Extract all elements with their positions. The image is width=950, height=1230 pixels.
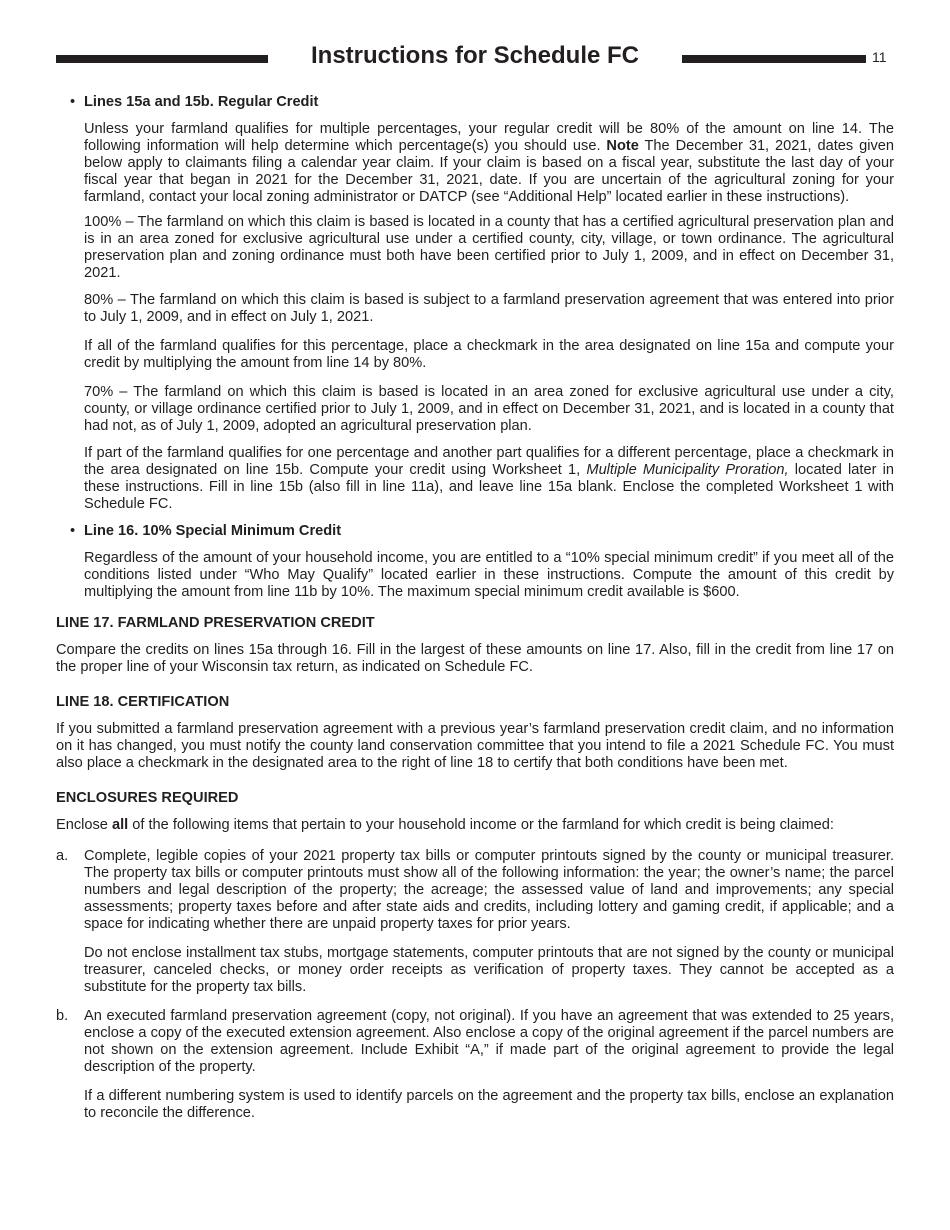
line-16-heading-text: Line 16. 10% Special Minimum Credit: [84, 523, 342, 539]
enclosure-item-text: An executed farmland preservation agreement (copy, not original). If you have an agreement that was extended to 25 years, enclose a copy of the executed extension agreement. Also enclose a copy of the original agreement if the parcel numbers are not shown on the extension agreement. Include Exhibit “A,” if made part of the original agreement to provide the legal description of the property.: [84, 1008, 894, 1075]
line-15-intro-start: Unless your farmland qualifies for multiple percentages, your regular credit will be 80% of the amount on line 14. The following information will help determine which percentage(s) you should use.: [84, 121, 894, 154]
line-15-intro-paragraph: [56, 121, 894, 206]
enclosures-intro: [56, 817, 894, 834]
multiple-percent-end: located later in these instructions. Fill in line 15b (also fill in line 11a), and leave line 15a blank. Enclose the completed Worksheet 1 with Schedule FC.: [84, 462, 894, 512]
enclosures-intro-emphasis: all: [111, 817, 129, 833]
enclosure-item-followup: If a different numbering system is used to identify parcels on the agreement and the property tax bills, enclose an explanation to reconcile the difference.: [84, 1088, 894, 1121]
line-17-paragraph: Compare the credits on lines 15a through 16. Fill in the largest of these amounts on line 17. Also, fill in the credit from line 17 on the proper line of your Wisconsin tax return, as indicated on Schedule FC.: [56, 642, 894, 675]
line-18-heading: LINE 18. CERTIFICATION: [56, 694, 230, 710]
enclosure-item-followup: Do not enclose installment tax stubs, mortgage statements, computer printouts that are not signed by the county or municipal treasurer, canceled checks, or money order receipts as verification of property taxes. They cannot be accepted as a substitute for the property tax bills.: [84, 945, 894, 995]
enclosures-intro-start: Enclose: [56, 817, 112, 833]
list-letter: b.: [56, 1008, 69, 1024]
page-number: 11: [872, 49, 887, 65]
page-header: [0, 0, 950, 80]
line-15-intro-end: The December 31, 2021, dates given below apply to claimants filing a calendar year claim. If your claim is based on a fiscal year, substitute the last day of your fiscal year that began in 2021 for the December 31, 2021, date. If you are uncertain of the agricultural zoning for your farmland, contact your local zoning administrator or DATCP (see “Additional Help” located earlier in these instructions).: [84, 138, 894, 205]
multiple-percent-paragraph: [56, 445, 894, 513]
percent-70-paragraph: 70% – The farmland on which this claim is based is located in an area zoned for exclusive agricultural use under a city, county, or village ordinance certified prior to July 1, 2009, and in effect on December 31, 2021, and is located in a county that had not, as of July 1, 2009, adopted an agricultural preservation plan.: [84, 384, 894, 434]
line-16-heading: [56, 523, 894, 540]
document-body: [56, 94, 894, 1122]
line-16-paragraph: Regardless of the amount of your household income, you are entitled to a “10% special minimum credit” if you meet all of the conditions listed under “Who May Qualify” located earlier in these instructions. Compute the amount of this credit by multiplying the amount from line 11b by 10%. The maximum special minimum credit available is $600.: [84, 550, 894, 600]
header-rule-right: [682, 55, 866, 63]
note-label: Note: [606, 138, 639, 154]
bullet-icon: •: [70, 523, 76, 539]
percent-80-paragraph: 80% – The farmland on which this claim is based is subject to a farmland preservation agreement that was entered into prior to July 1, 2009, and in effect on July 1, 2021.: [84, 292, 894, 325]
multiple-percent-start: If part of the farmland qualifies for one percentage and another part qualifies for a different percentage, place a checkmark in the area designated on line 15b. Compute your credit using Worksheet 1,: [84, 445, 894, 478]
header-rule-left: [56, 55, 268, 63]
list-letter: a.: [56, 848, 69, 864]
line-15-heading: [56, 94, 894, 111]
line-15-heading-text: Lines 15a and 15b. Regular Credit: [84, 94, 319, 110]
page-title: Instructions for Schedule FC: [310, 42, 640, 69]
percent-100-paragraph: 100% – The farmland on which this claim is based is located in a county that has a certified agricultural preservation plan and is in an area zoned for exclusive agricultural use under a certified county, city, village, or town ordinance. The agricultural preservation plan and zoning ordinance must both have been certified prior to July 1, 2009, and in effect on December 31, 2021.: [84, 214, 894, 281]
enclosure-item-text: Complete, legible copies of your 2021 property tax bills or computer printouts signed by the county or municipal treasurer. The property tax bills or computer printouts must show all of the following information: the year; the owner’s name; the parcel numbers and legal description of the property; the acreage; the assessed value of land and improvements; any special assessments; property taxes before and after state aids and credits, including lottery and gaming credit, if applicable; and a space for indicating whether there are unpaid property taxes for prior years.: [84, 848, 894, 932]
enclosures-heading: ENCLOSURES REQUIRED: [56, 790, 239, 806]
percent-80-instructions: If all of the farmland qualifies for this percentage, place a checkmark in the area designated on line 15a and compute your credit by multiplying the amount from line 14 by 80%.: [84, 338, 894, 371]
worksheet-title: Multiple Municipality Proration,: [586, 462, 789, 478]
enclosure-item-a: [56, 848, 894, 996]
enclosure-item-b: [56, 1008, 894, 1122]
enclosures-intro-end: of the following items that pertain to your household income or the farmland for which credit is being claimed:: [128, 817, 834, 833]
line-17-heading: LINE 17. FARMLAND PRESERVATION CREDIT: [56, 615, 375, 631]
line-18-paragraph: If you submitted a farmland preservation agreement with a previous year’s farmland preservation credit claim, and no information on it has changed, you must notify the county land conservation committee that you intend to file a 2021 Schedule FC. You must also place a checkmark in the designated area to the right of line 18 to certify that both conditions have been met.: [56, 721, 894, 771]
bullet-icon: •: [70, 94, 76, 110]
